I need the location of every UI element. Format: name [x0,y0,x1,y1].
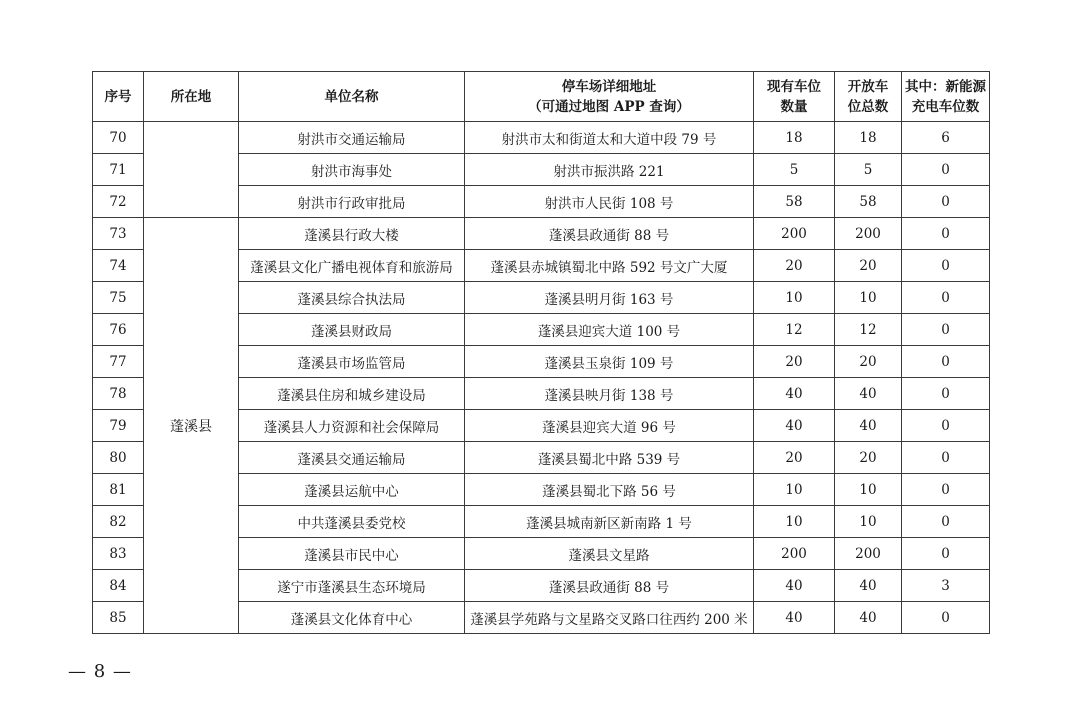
header-address [465,72,754,122]
open-spaces-cell: 5 [835,154,902,186]
page-number: — 8 — [68,661,132,682]
row-number-cell: 71 [93,154,144,186]
address-cell: 蓬溪县城南新区新南路 1 号 [465,506,754,538]
address-cell: 蓬溪县迎宾大道 96 号 [465,410,754,442]
unit-name-cell: 蓬溪县住房和城乡建设局 [239,378,465,410]
address-cell: 蓬溪县政通街 88 号 [465,218,754,250]
ev-charging-spaces-cell: 0 [902,474,990,506]
location-cell [144,122,239,218]
address-cell: 射洪市振洪路 221 [465,154,754,186]
row-number-cell: 79 [93,410,144,442]
open-spaces-cell: 58 [835,186,902,218]
ev-charging-spaces-cell: 0 [902,506,990,538]
row-number-cell: 82 [93,506,144,538]
address-cell: 蓬溪县蜀北中路 539 号 [465,442,754,474]
address-cell: 射洪市人民街 108 号 [465,186,754,218]
table-header [93,72,990,122]
address-cell: 蓬溪县学苑路与文星路交叉路口往西约 200 米 [465,602,754,634]
row-number-cell: 80 [93,442,144,474]
unit-name-cell: 蓬溪县交通运输局 [239,442,465,474]
ev-charging-spaces-cell: 0 [902,250,990,282]
table-body [93,122,990,634]
unit-name-cell: 遂宁市蓬溪县生态环境局 [239,570,465,602]
ev-charging-spaces-cell: 0 [902,410,990,442]
ev-charging-spaces-cell: 0 [902,154,990,186]
existing-spaces-cell: 10 [754,282,835,314]
header-open-line2: 位总数 [847,98,889,115]
table-row [93,218,990,250]
row-number-cell: 78 [93,378,144,410]
ev-charging-spaces-cell: 0 [902,186,990,218]
header-ev-line1: 其中：新能源 [905,78,986,95]
header-open-line1: 开放车 [847,78,889,95]
existing-spaces-cell: 58 [754,186,835,218]
existing-spaces-cell: 18 [754,122,835,154]
unit-name-cell: 蓬溪县行政大楼 [239,218,465,250]
header-row [93,72,990,122]
existing-spaces-cell: 200 [754,538,835,570]
header-unit-name: 单位名称 [239,72,465,122]
header-open-spaces [835,72,902,122]
row-number-cell: 73 [93,218,144,250]
open-spaces-cell: 10 [835,282,902,314]
row-number-cell: 85 [93,602,144,634]
open-spaces-cell: 20 [835,442,902,474]
open-spaces-cell: 40 [835,410,902,442]
ev-charging-spaces-cell: 0 [902,282,990,314]
existing-spaces-cell: 40 [754,410,835,442]
open-spaces-cell: 18 [835,122,902,154]
header-ev-charging-spaces [902,72,990,122]
address-cell: 蓬溪县蜀北下路 56 号 [465,474,754,506]
location-cell: 蓬溪县 [144,218,239,634]
unit-name-cell: 中共蓬溪县委党校 [239,506,465,538]
address-cell: 蓬溪县政通街 88 号 [465,570,754,602]
row-number-cell: 84 [93,570,144,602]
address-cell: 蓬溪县赤城镇蜀北中路 592 号文广大厦 [465,250,754,282]
open-spaces-cell: 10 [835,506,902,538]
unit-name-cell: 蓬溪县文化广播电视体育和旅游局 [239,250,465,282]
row-number-cell: 70 [93,122,144,154]
existing-spaces-cell: 10 [754,474,835,506]
header-location: 所在地 [144,72,239,122]
ev-charging-spaces-cell: 0 [902,346,990,378]
row-number-cell: 81 [93,474,144,506]
row-number-cell: 72 [93,186,144,218]
address-cell: 射洪市太和街道太和大道中段 79 号 [465,122,754,154]
unit-name-cell: 蓬溪县综合执法局 [239,282,465,314]
open-spaces-cell: 200 [835,218,902,250]
open-spaces-cell: 20 [835,250,902,282]
unit-name-cell: 蓬溪县市场监管局 [239,346,465,378]
open-spaces-cell: 40 [835,378,902,410]
existing-spaces-cell: 12 [754,314,835,346]
unit-name-cell: 蓬溪县人力资源和社会保障局 [239,410,465,442]
ev-charging-spaces-cell: 0 [902,218,990,250]
header-ev-line2: 充电车位数 [911,98,980,115]
address-cell: 蓬溪县文星路 [465,538,754,570]
parking-table [92,71,990,634]
existing-spaces-cell: 200 [754,218,835,250]
existing-spaces-cell: 40 [754,602,835,634]
open-spaces-cell: 10 [835,474,902,506]
row-number-cell: 77 [93,346,144,378]
header-existing-line1: 现有车位 [767,78,821,95]
header-number: 序号 [93,72,144,122]
header-address-line1: 停车场详细地址 [561,78,657,95]
unit-name-cell: 蓬溪县财政局 [239,314,465,346]
address-cell: 蓬溪县迎宾大道 100 号 [465,314,754,346]
existing-spaces-cell: 20 [754,250,835,282]
unit-name-cell: 蓬溪县运航中心 [239,474,465,506]
table-row [93,122,990,154]
existing-spaces-cell: 40 [754,378,835,410]
ev-charging-spaces-cell: 0 [902,602,990,634]
unit-name-cell: 射洪市行政审批局 [239,186,465,218]
unit-name-cell: 蓬溪县市民中心 [239,538,465,570]
ev-charging-spaces-cell: 0 [902,538,990,570]
open-spaces-cell: 40 [835,570,902,602]
row-number-cell: 74 [93,250,144,282]
header-address-line2: （可通过地图 APP 查询） [528,98,690,115]
unit-name-cell: 蓬溪县文化体育中心 [239,602,465,634]
unit-name-cell: 射洪市交通运输局 [239,122,465,154]
open-spaces-cell: 40 [835,602,902,634]
open-spaces-cell: 12 [835,314,902,346]
ev-charging-spaces-cell: 6 [902,122,990,154]
ev-charging-spaces-cell: 0 [902,378,990,410]
existing-spaces-cell: 40 [754,570,835,602]
open-spaces-cell: 200 [835,538,902,570]
open-spaces-cell: 20 [835,346,902,378]
address-cell: 蓬溪县明月街 163 号 [465,282,754,314]
unit-name-cell: 射洪市海事处 [239,154,465,186]
ev-charging-spaces-cell: 0 [902,442,990,474]
row-number-cell: 83 [93,538,144,570]
existing-spaces-cell: 5 [754,154,835,186]
existing-spaces-cell: 20 [754,442,835,474]
row-number-cell: 76 [93,314,144,346]
header-existing-spaces [754,72,835,122]
row-number-cell: 75 [93,282,144,314]
address-cell: 蓬溪县玉泉街 109 号 [465,346,754,378]
ev-charging-spaces-cell: 0 [902,314,990,346]
address-cell: 蓬溪县映月街 138 号 [465,378,754,410]
ev-charging-spaces-cell: 3 [902,570,990,602]
existing-spaces-cell: 10 [754,506,835,538]
header-existing-line2: 数量 [780,98,808,115]
existing-spaces-cell: 20 [754,346,835,378]
